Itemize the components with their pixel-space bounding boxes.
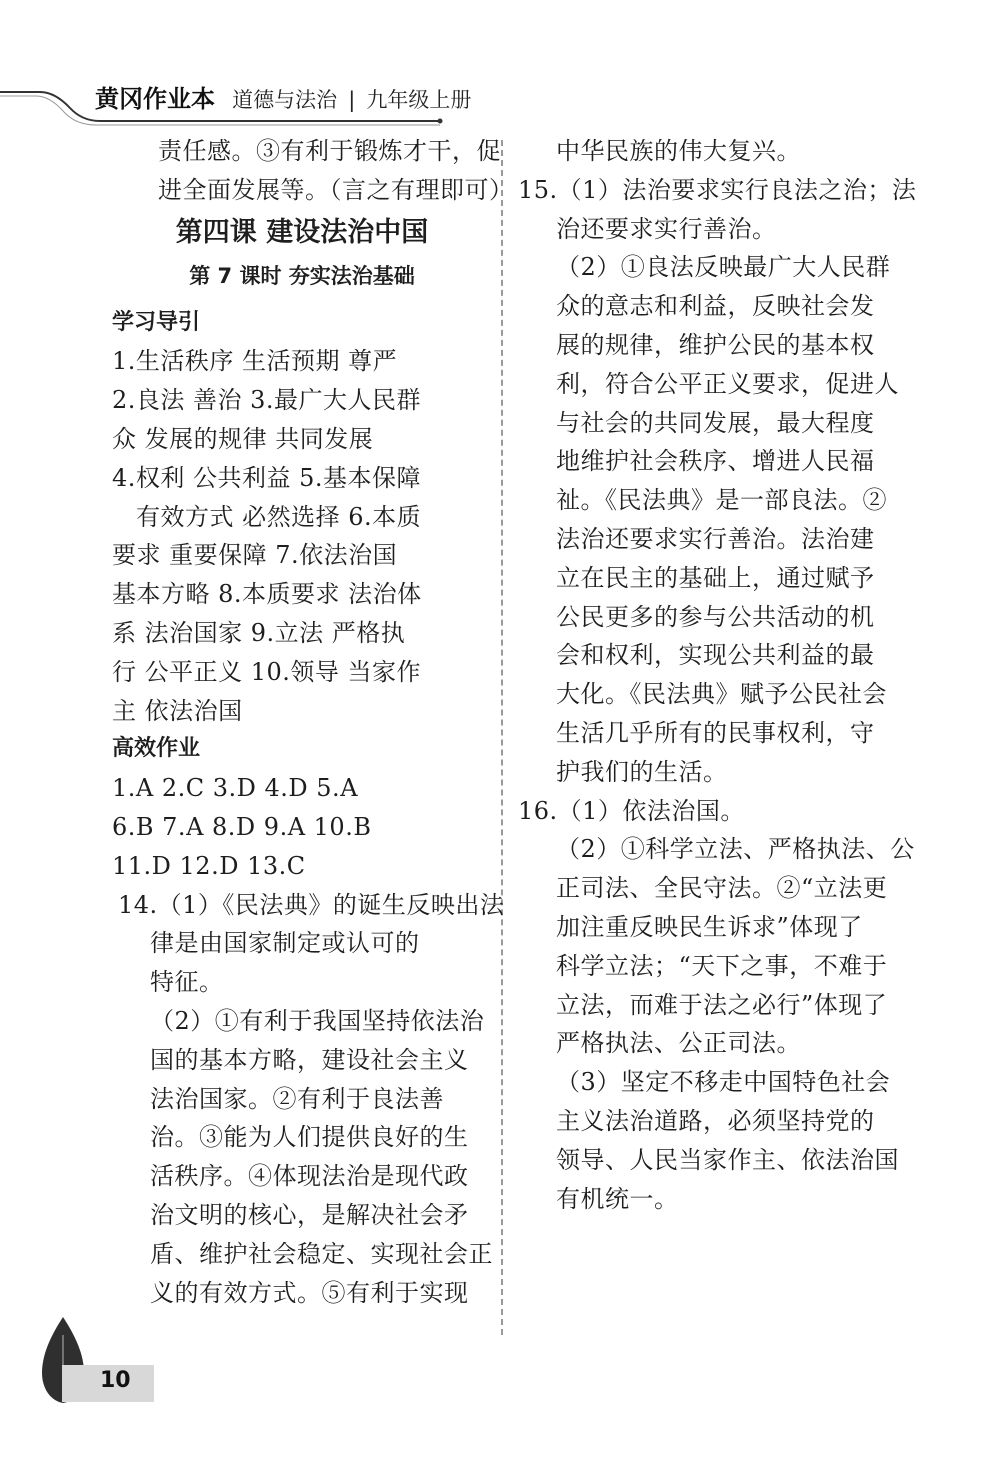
answer-line: 1.生活秩序 生活预期 尊严: [112, 347, 398, 376]
answer-line: 基本方略 8.本质要求 法治体: [112, 580, 422, 609]
answer-line: 众 发展的规律 共同发展: [112, 424, 374, 453]
answer-line: 生活几乎所有的民事权利，守: [556, 718, 875, 747]
answer-line: 义的有效方式。⑤有利于实现: [150, 1278, 469, 1307]
answer-line: 立法，而难于法之必行”体现了: [556, 990, 888, 1019]
section-heading-guide: 学习导引: [112, 309, 201, 335]
answer-line: 6.B 7.A 8.D 9.A 10.B: [112, 812, 372, 841]
answer-line: 法治还要求实行善治。法治建: [556, 524, 875, 553]
answer-line: 有机统一。: [556, 1184, 679, 1213]
book-subject: 道德与法治: [232, 88, 338, 112]
answer-line: 展的规律，维护公民的基本权: [556, 330, 875, 359]
page-number: 10: [100, 1368, 131, 1393]
answer-line: 国的基本方略，建设社会主义: [150, 1045, 469, 1074]
answer-line: 主 依法治国: [112, 696, 243, 725]
answer-line: 1.A 2.C 3.D 4.D 5.A: [112, 774, 359, 803]
answer-line: 大化。《民法典》赋予公民社会: [556, 680, 887, 709]
answer-line: 14.（1）《民法典》的诞生反映出法: [118, 890, 505, 919]
text-line: 进全面发展等。（言之有理即可）: [158, 175, 514, 204]
answer-line: 11.D 12.D 13.C: [112, 851, 306, 880]
book-grade: 九年级上册: [366, 88, 472, 112]
answer-line: （2）①有利于我国坚持依法治: [150, 1006, 485, 1035]
period-title: 第 7 课时 夯实法治基础: [189, 263, 415, 288]
answer-line: 15.（1）法治要求实行良法之治；法: [518, 175, 917, 204]
answer-line: 有效方式 必然选择 6.本质: [136, 502, 422, 531]
right-column: [518, 132, 917, 1218]
answer-line: 盾、维护社会稳定、实现社会正: [150, 1239, 493, 1268]
answer-line: 律是由国家制定或认可的: [150, 929, 420, 958]
answer-line: 法治国家。②有利于良法善: [150, 1084, 444, 1113]
answer-line: 科学立法；“天下之事，不难于: [556, 951, 888, 980]
answer-line: 16.（1）依法治国。: [518, 796, 745, 825]
answer-line: （3）坚定不移走中国特色社会: [556, 1068, 891, 1097]
answer-line: 治。③能为人们提供良好的生: [150, 1123, 469, 1152]
column-divider: [501, 140, 503, 1335]
book-brand: 黄冈作业本: [95, 85, 215, 113]
left-column: [112, 132, 514, 1312]
answer-line: 地维护社会秩序、增进人民福: [556, 447, 875, 476]
answer-line: （2）①良法反映最广大人民群: [556, 253, 891, 282]
lesson-title: 第四课 建设法治中国: [175, 216, 429, 248]
answer-line: 加注重反映民生诉求”体现了: [556, 912, 863, 941]
answer-line: 护我们的生活。: [556, 757, 728, 786]
answer-line: 祉。《民法典》是一部良法。②: [556, 486, 887, 515]
answer-line: 治还要求实行善治。: [556, 214, 777, 243]
answer-line: （2）①科学立法、严格执法、公: [556, 835, 915, 864]
answer-line: 中华民族的伟大复兴。: [556, 137, 801, 165]
answer-line: 与社会的共同发展，最大程度: [556, 408, 875, 437]
answer-line: 治文明的核心，是解决社会矛: [150, 1200, 469, 1229]
answer-line: 会和权利，实现公共利益的最: [556, 641, 875, 670]
answer-line: 2.良法 善治 3.最广大人民群: [112, 386, 422, 415]
answer-line: 公民更多的参与公共活动的机: [556, 602, 875, 631]
answer-line: 严格执法、公正司法。: [556, 1029, 801, 1058]
header-title: [95, 82, 471, 116]
section-heading-homework: 高效作业: [112, 736, 201, 762]
text-line: 责任感。③有利于锻炼才干，促: [158, 137, 501, 165]
answer-line: 立在民主的基础上，通过赋予: [556, 563, 875, 592]
header-separator: |: [348, 88, 356, 112]
page-header: [0, 0, 1000, 135]
answer-line: 利，符合公平正义要求，促进人: [556, 369, 899, 398]
answer-line: 众的意志和利益，反映社会发: [556, 292, 875, 321]
answer-line: 特征。: [150, 968, 224, 997]
answer-line: 4.权利 公共利益 5.基本保障: [112, 463, 422, 492]
answer-line: 领导、人民当家作主、依法治国: [556, 1145, 899, 1174]
answer-line: 行 公平正义 10.领导 当家作: [112, 657, 422, 686]
answer-line: 正司法、全民守法。②“立法更: [556, 874, 888, 903]
answer-line: 要求 重要保障 7.依法治国: [112, 541, 398, 570]
answer-line: 主义法治道路，必须坚持党的: [556, 1106, 875, 1135]
answer-line: 活秩序。④体现法治是现代政: [150, 1162, 469, 1191]
answer-line: 系 法治国家 9.立法 严格执: [112, 618, 406, 647]
